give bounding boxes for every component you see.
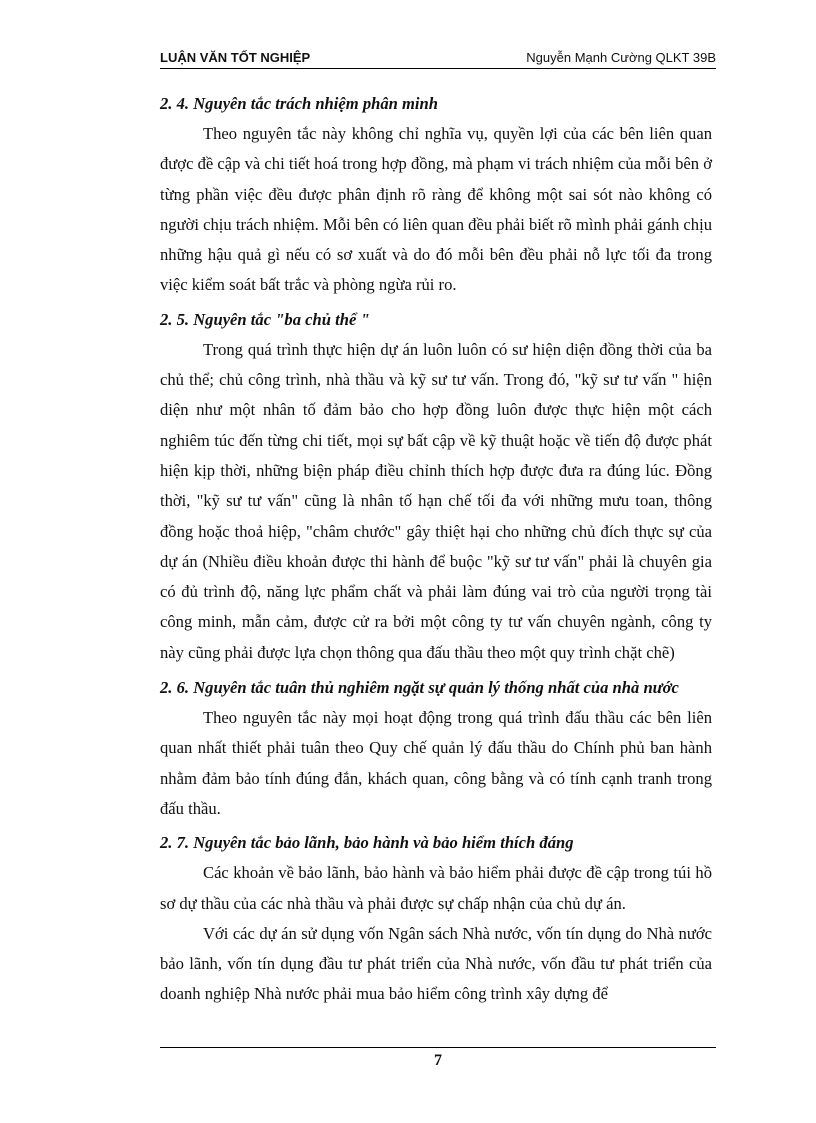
paragraph: Trong quá trình thực hiện dự án luôn luôn có sư hiện diện đồng thời của ba chủ thể; chủ công trình, nhà thầu và kỹ sư tư vấn. Trong đó, "kỹ sư tư vấn " hiện diện như một nhân tố đảm bảo cho hợp đồng luôn được thực hiện một cách nghiêm túc đến từng chi tiết, mọi sự bất cập về kỹ thuật hoặc về tiến độ được phát hiện kịp thời, những biện pháp điều chỉnh thích hợp được đưa ra đúng lúc. Đồng thời, "kỹ sư tư vấn" cũng là nhân tố hạn chế tối đa với những mưu toan, thông đồng hoặc thoả hiệp, "châm chước" gây thiệt hại cho những chủ đích thực sự của dự án (Nhiều điều khoản được thi hành để buộc "kỹ sư tư vấn" phải là chuyên gia có đủ trình độ, năng lực phẩm chất và phải làm đúng vai trò của người trọng tài công minh, mẫn cảm, được cử ra bởi một công ty tư vấn chuyên ngành, công ty này cũng phải được lựa chọn thông qua đấu thầu theo một quy trình chặt chẽ): [160, 339, 712, 662]
page-number: 7: [434, 1052, 442, 1069]
section-heading: 2. 5. Nguyên tắc "ba chủ thể ": [160, 309, 370, 329]
footer-divider: [160, 1047, 716, 1048]
paragraph: Các khoản về bảo lãnh, bảo hành và bảo hiểm phải được đề cập trong túi hồ sơ dự thầu của các nhà thầu và phải được sự chấp nhận của chủ dự án.: [160, 863, 712, 913]
header-title: LUẬN VĂN TỐT NGHIỆP: [160, 50, 311, 65]
paragraph: Theo nguyên tắc này mọi hoạt động trong quá trình đấu thầu các bên liên quan nhất thiết phải tuân theo Quy chế quản lý đấu thầu do Chính phủ ban hành nhằm đảm bảo tính đúng đắn, khách quan, công bằng và có tính cạnh tranh trong đấu thầu.: [160, 708, 712, 818]
paragraph: Với các dự án sử dụng vốn Ngân sách Nhà nước, vốn tín dụng do Nhà nước bảo lãnh, vốn tín dụng đầu tư phát triển của Nhà nước, vốn đầu tư phát triển của doanh nghiệp Nhà nước phải mua bảo hiểm công trình xây dựng để: [160, 923, 712, 1004]
section-heading: 2. 6. Nguyên tắc tuân thủ nghiêm ngặt sự quản lý thống nhất của nhà nước: [160, 678, 679, 698]
header-divider: [160, 68, 716, 69]
page-body: [160, 85, 712, 1010]
section-heading: 2. 4. Nguyên tắc trách nhiệm phân minh: [160, 94, 438, 113]
header-author: Nguyễn Mạnh Cường QLKT 39B: [526, 50, 716, 65]
paragraph: Theo nguyên tắc này không chỉ nghĩa vụ, quyền lợi của các bên liên quan được đề cập và chi tiết hoá trong hợp đồng, mà phạm vi trách nhiệm của mỗi bên ở từng phần việc đều được phân định rõ ràng để không một sai sót nào không có người chịu trách nhiệm. Mỗi bên có liên quan đều phải biết rõ mình phải gánh chịu những hậu quả gì nếu có sơ xuất và do đó mỗi bên đều phải nỗ lực tối đa trong việc kiểm soát bất trắc và phòng ngừa rủi ro.: [160, 124, 712, 295]
section-heading: 2. 7. Nguyên tắc bảo lãnh, bảo hành và bảo hiểm thích đáng: [160, 833, 574, 853]
